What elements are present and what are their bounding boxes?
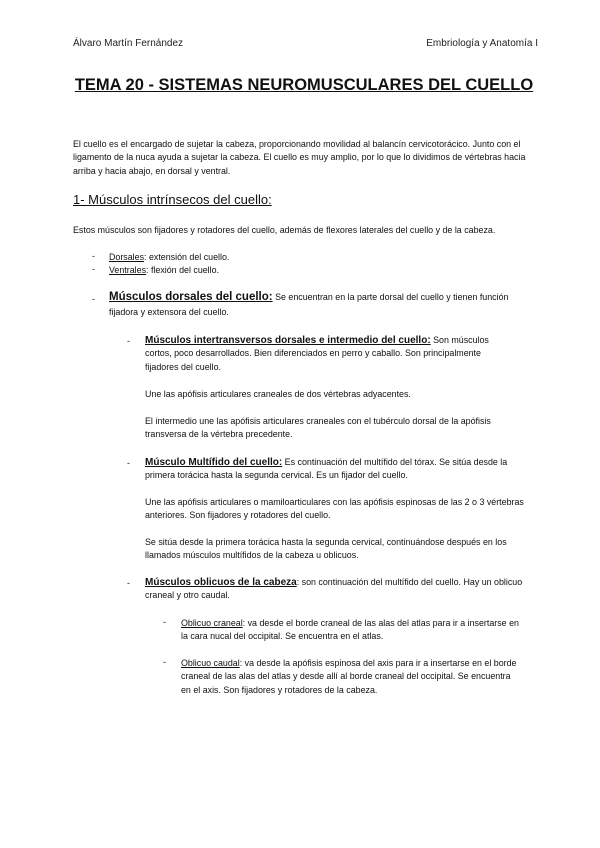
paragraph: El intermedio une las apófisis articulares craneales con el tubérculo dorsal de la apófisis transversa de la vértebra precedente.	[145, 416, 491, 440]
item-text: Es continuación del multífido del tórax. Se sitúa desde la primera torácica hasta la segunda cervical. Es un fijador del cuello.	[145, 457, 508, 481]
section-intro: Estos músculos son fijadores y rotadores del cuello, además de flexores laterales del cuello y de la cabeza.	[73, 225, 496, 235]
paragraph: Se sitúa desde la primera torácica hasta la segunda cervical, continuándose después en los llamados músculos multífidos de la cabeza u oblicuos.	[145, 537, 507, 561]
item-text: : son continuación del multífido del cuello. Hay un oblicuo craneal y otro caudal.	[145, 577, 523, 601]
bullet-ventrales	[109, 264, 219, 277]
intro-paragraph: El cuello es el encargado de sujetar la cabeza, proporcionando movilidad al balancín cervicotorácico. Junto con el ligamento de la nuca ayuda a sujetar la cabeza. El cuello es muy amplio, por lo que lo dividimos de vértebras hacia arriba y hacia abajo, en dorsal y ventral.	[73, 139, 526, 176]
item-text: : va desde la apófisis espinosa del axis para ir a insertarse en el borde craneal de las alas del atlas y desde allí al borde craneal del occipital. Se encuentra en el axis. Son fijadores y rotadores de la cabeza.	[181, 658, 517, 695]
item-term: Músculos intertransversos dorsales e intermedio del cuello:	[145, 335, 431, 346]
section-heading: 1- Músculos intrínsecos del cuello:	[73, 192, 272, 207]
header-author: Álvaro Martín Fernández	[73, 38, 184, 49]
bullet-dash: -	[92, 251, 95, 261]
paragraph: Une las apófisis articulares craneales de dos vértebras adyacentes.	[145, 389, 411, 399]
header-subject: Embriología y Anatomía I	[426, 38, 538, 49]
item-dash: -	[127, 578, 130, 588]
item-dash: -	[127, 458, 130, 468]
item-multifido	[145, 456, 530, 483]
item-oblicuo-caudal	[181, 657, 521, 697]
bullet-text: : extensión del cuello.	[144, 252, 230, 262]
item-term: Oblicuo caudal	[181, 658, 240, 668]
item-intertransversos	[145, 334, 495, 374]
item-dash: -	[127, 336, 130, 346]
bullet-dash: -	[92, 264, 95, 274]
paragraph: Une las apófisis articulares o mamiloarticulares con las apófisis espinosas de las 2 o 3 vértebras anteriores. Son fijadores y rotadores del cuello.	[145, 497, 524, 521]
item-dorsales	[109, 290, 519, 319]
item-oblicuos	[145, 576, 530, 603]
bullet-term: Ventrales	[109, 265, 147, 275]
item-dash: -	[92, 294, 95, 304]
item-term: Músculos oblicuos de la cabeza	[145, 577, 297, 588]
page-title: TEMA 20 - SISTEMAS NEUROMUSCULARES DEL CUELLO	[74, 76, 534, 94]
item-term: Músculos dorsales del cuello:	[109, 291, 273, 303]
bullet-text: : flexión del cuello.	[146, 265, 220, 275]
item-text: : va desde el borde craneal de las alas del atlas para ir a insertarse en la cara nucal del occipital. Se encuentra en el atlas.	[181, 618, 519, 642]
item-term: Oblicuo craneal	[181, 618, 243, 628]
item-dash: -	[163, 617, 166, 627]
item-text: Se encuentran en la parte dorsal del cuello y tienen función fijadora y extensora del cuello.	[109, 292, 509, 317]
item-text: Son músculos cortos, poco desarrollados. Bien diferenciados en perro y caballo. Son principalmente fijadores del cuello.	[145, 335, 489, 372]
item-dash: -	[163, 657, 166, 667]
bullet-dorsales	[109, 251, 229, 264]
item-oblicuo-craneal	[181, 617, 521, 644]
item-term: Músculo Multífido del cuello:	[145, 457, 283, 468]
bullet-term: Dorsales	[109, 252, 145, 262]
